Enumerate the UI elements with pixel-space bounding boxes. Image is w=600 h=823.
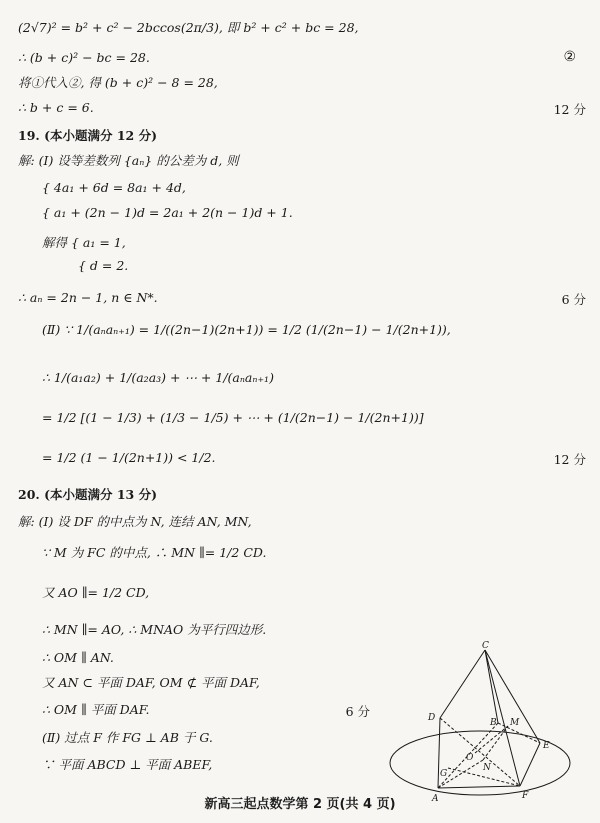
- label-B: B: [490, 718, 497, 728]
- text-line: ∴ 1/(a₁a₂) + 1/(a₂a₃) + ⋯ + 1/(aₙaₙ₊₁): [42, 370, 274, 385]
- label-A: A: [432, 794, 439, 804]
- text-line: (Ⅱ) 过点 F 作 FG ⊥ AB 于 G.: [42, 730, 213, 745]
- equation-tag: ②: [563, 49, 576, 65]
- text-line: 解: (Ⅰ) 设等差数列 {aₙ} 的公差为 d, 则: [18, 153, 239, 168]
- score-mark: 6 分: [561, 292, 586, 307]
- page-footer: 新高三起点数学第 2 页(共 4 页): [204, 797, 396, 812]
- label-G: G: [440, 769, 448, 779]
- text-line: = 1/2 (1 − 1/(2n+1)) < 1/2.: [42, 450, 216, 465]
- text-line: ∴ (b + c)² − bc = 28.: [18, 50, 150, 65]
- text-line: 解得 { a₁ = 1,: [42, 235, 126, 250]
- geometry-figure: [380, 638, 580, 808]
- score-mark: 12 分: [553, 452, 586, 467]
- text-line: ∴ aₙ = 2n − 1, n ∈ N*.: [18, 290, 158, 305]
- text-line: ∴ MN ∥= AO, ∴ MNAO 为平行四边形.: [42, 622, 267, 637]
- text-line: { d = 2.: [78, 258, 129, 273]
- text-line: 又 AN ⊂ 平面 DAF, OM ⊄ 平面 DAF,: [42, 675, 260, 690]
- text-line: (2√7)² = b² + c² − 2bccos(2π/3), 即 b² + c² + bc = 28,: [18, 20, 359, 35]
- text-line: ∴ b + c = 6.: [18, 100, 94, 115]
- label-D: D: [428, 713, 436, 723]
- text-line: = 1/2 [(1 − 1/3) + (1/3 − 1/5) + ⋯ + (1/(2n−1) − 1/(2n+1))]: [42, 410, 424, 425]
- label-M: M: [510, 718, 520, 728]
- text-line: { a₁ + (2n − 1)d = 2a₁ + 2(n − 1)d + 1.: [42, 205, 293, 220]
- text-line: 将①代入②, 得 (b + c)² − 8 = 28,: [18, 75, 218, 90]
- text-line: 又 AO ∥= 1/2 CD,: [42, 585, 150, 600]
- text-line: ∵ 平面 ABCD ⊥ 平面 ABEF,: [42, 757, 213, 772]
- text-line: ∴ OM ∥ 平面 DAF.: [42, 702, 150, 717]
- question-header: 19. (本小题满分 12 分): [18, 128, 158, 143]
- text-line: ∵ M 为 FC 的中点, ∴ MN ∥= 1/2 CD.: [42, 545, 267, 560]
- score-mark: 12 分: [553, 102, 586, 117]
- question-header: 20. (本小题满分 13 分): [18, 487, 158, 502]
- label-N: N: [483, 763, 491, 773]
- text-line: 解: (Ⅰ) 设 DF 的中点为 N, 连结 AN, MN,: [18, 514, 252, 529]
- label-O: O: [466, 753, 474, 763]
- label-F: F: [522, 791, 529, 801]
- label-C: C: [482, 641, 489, 651]
- score-mark: 6 分: [345, 704, 370, 719]
- text-line: (Ⅱ) ∵ 1/(aₙaₙ₊₁) = 1/((2n−1)(2n+1)) = 1/2 (1/(2n−1) − 1/(2n+1)),: [42, 322, 451, 337]
- label-E: E: [543, 741, 550, 751]
- text-line: ∴ OM ∥ AN.: [42, 650, 114, 665]
- text-line: { 4a₁ + 6d = 8a₁ + 4d,: [42, 180, 186, 195]
